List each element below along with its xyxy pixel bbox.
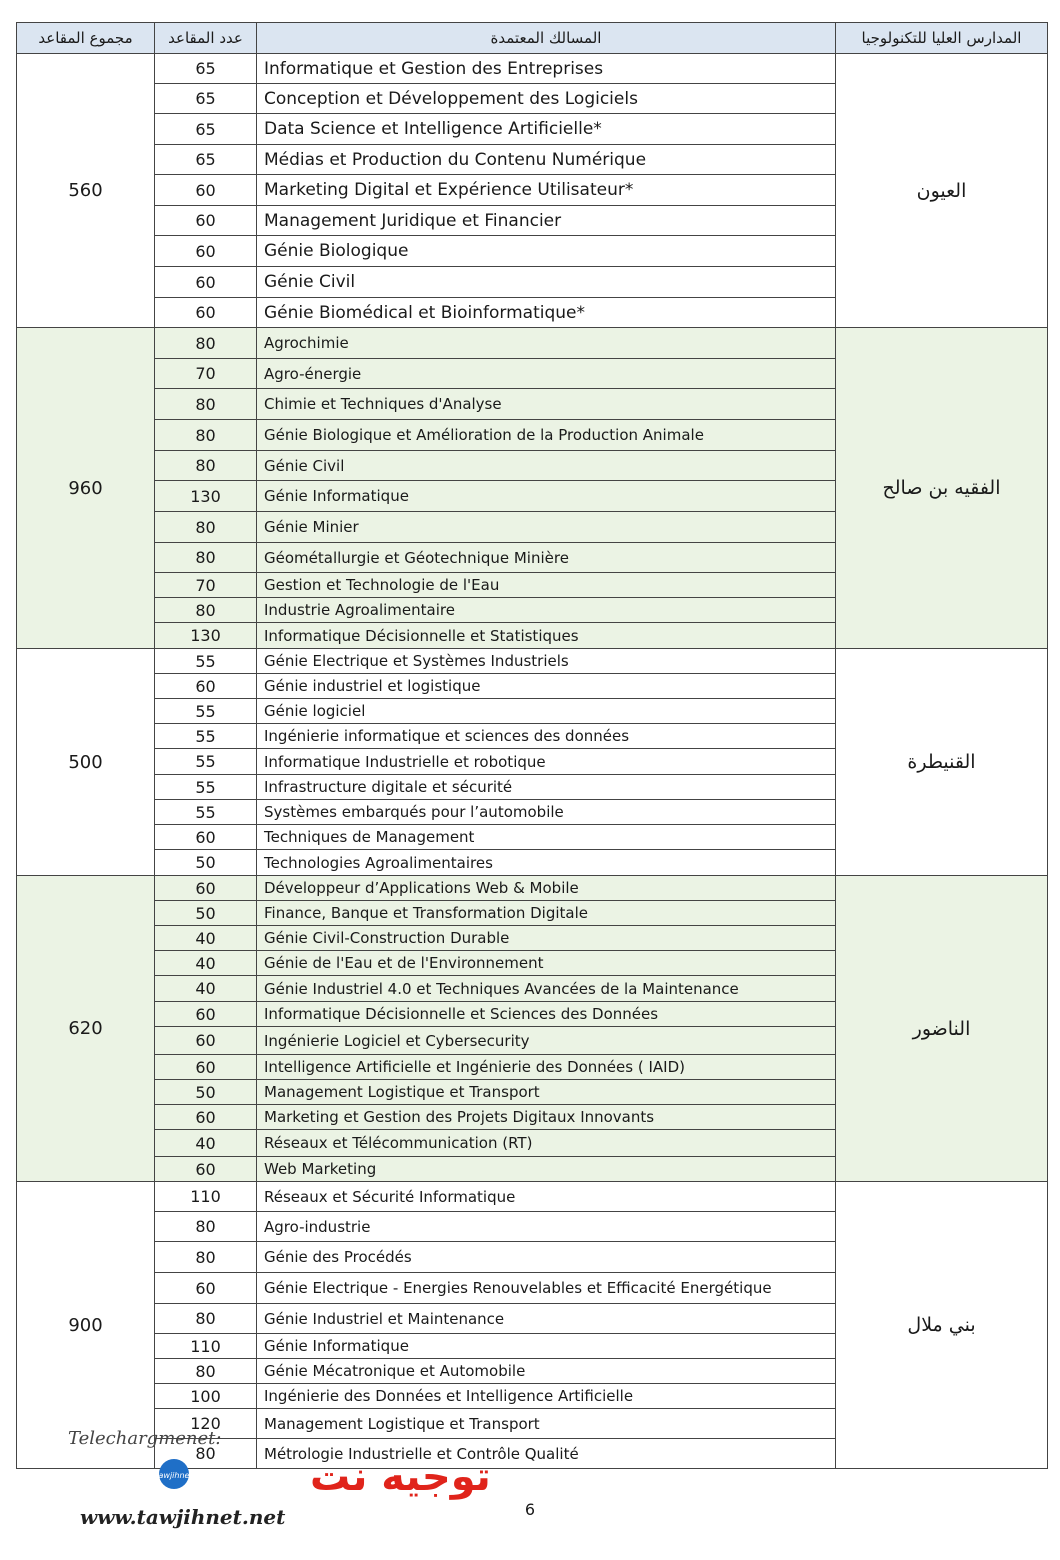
school-name-cell: القنيطرة: [836, 649, 1048, 876]
page-number: 6: [524, 1500, 536, 1519]
track-name-cell: Développeur d’Applications Web & Mobile: [257, 876, 836, 901]
school-name-cell: الناضور: [836, 876, 1048, 1182]
seats-cell: 40: [155, 926, 257, 951]
track-name-cell: Génie Civil: [257, 451, 836, 481]
seats-cell: 80: [155, 1242, 257, 1273]
seats-cell: 80: [155, 389, 257, 420]
track-name-cell: Ingénierie des Données et Intelligence Artificielle: [257, 1384, 836, 1409]
track-name-cell: Génie Minier: [257, 512, 836, 543]
seats-cell: 70: [155, 573, 257, 598]
track-name-cell: Informatique Industrielle et robotique: [257, 749, 836, 775]
track-name-cell: Génie Electrique et Systèmes Industriels: [257, 649, 836, 674]
school-name-cell: الفقيه بن صالح: [836, 328, 1048, 649]
track-name-cell: Génie Biomédical et Bioinformatique*: [257, 298, 836, 328]
seats-cell: 65: [155, 84, 257, 114]
seats-cell: 110: [155, 1334, 257, 1359]
track-name-cell: Génie Informatique: [257, 1334, 836, 1359]
track-name-cell: Gestion et Technologie de l'Eau: [257, 573, 836, 598]
track-name-cell: Management Logistique et Transport: [257, 1080, 836, 1105]
track-name-cell: Génie Mécatronique et Automobile: [257, 1359, 836, 1384]
seats-cell: 55: [155, 724, 257, 749]
seats-cell: 80: [155, 328, 257, 359]
track-name-cell: Ingénierie informatique et sciences des données: [257, 724, 836, 749]
seats-cell: 60: [155, 1157, 257, 1182]
seats-cell: 60: [155, 1002, 257, 1027]
track-name-cell: Informatique et Gestion des Entreprises: [257, 54, 836, 84]
school-name-cell: العيون: [836, 54, 1048, 328]
svg-text:توجيه نت: توجيه نت: [310, 1454, 491, 1500]
track-name-cell: Agro-industrie: [257, 1212, 836, 1242]
track-name-cell: Agro-énergie: [257, 359, 836, 389]
track-name-cell: Génie Biologique et Amélioration de la Production Animale: [257, 420, 836, 451]
seats-cell: 80: [155, 1304, 257, 1334]
table-row: [17, 649, 1048, 674]
seats-cell: 80: [155, 1439, 257, 1469]
seats-cell: 65: [155, 114, 257, 145]
track-name-cell: Réseaux et Télécommunication (RT): [257, 1130, 836, 1157]
track-name-cell: Conception et Développement des Logiciels: [257, 84, 836, 114]
seats-cell: 80: [155, 451, 257, 481]
track-name-cell: Marketing et Gestion des Projets Digitaux Innovants: [257, 1105, 836, 1130]
header-school: المدارس العليا للتكنولوجيا: [836, 23, 1048, 54]
track-name-cell: Infrastructure digitale et sécurité: [257, 775, 836, 800]
track-name-cell: Génie Industriel 4.0 et Techniques Avancées de la Maintenance: [257, 976, 836, 1002]
track-name-cell: Génie de l'Eau et de l'Environnement: [257, 951, 836, 976]
seats-table: [16, 22, 1048, 1469]
seats-cell: 60: [155, 674, 257, 699]
school-name-cell: بني ملال: [836, 1182, 1048, 1469]
watermark-url[interactable]: www.tawjihnet.net: [80, 1505, 286, 1529]
svg-text:tawjihnet: tawjihnet: [155, 1471, 193, 1480]
seats-cell: 130: [155, 623, 257, 649]
seats-cell: 55: [155, 749, 257, 775]
seats-cell: 60: [155, 876, 257, 901]
group-total-seats: 900: [17, 1182, 155, 1469]
seats-cell: 80: [155, 543, 257, 573]
group-total-seats: 620: [17, 876, 155, 1182]
seats-cell: 60: [155, 206, 257, 236]
seats-cell: 40: [155, 1130, 257, 1157]
header-seats: عدد المقاعد: [155, 23, 257, 54]
track-name-cell: Génie Biologique: [257, 236, 836, 267]
seats-cell: 60: [155, 298, 257, 328]
track-name-cell: Systèmes embarqués pour l’automobile: [257, 800, 836, 825]
seats-cell: 40: [155, 951, 257, 976]
group-total-seats: 960: [17, 328, 155, 649]
seats-cell: 60: [155, 1273, 257, 1304]
track-name-cell: Management Logistique et Transport: [257, 1409, 836, 1439]
seats-cell: 60: [155, 1027, 257, 1055]
track-name-cell: Génie Electrique - Energies Renouvelables et Efficacité Energétique: [257, 1273, 836, 1304]
header-total: مجموع المقاعد: [17, 23, 155, 54]
track-name-cell: Web Marketing: [257, 1157, 836, 1182]
track-name-cell: Génie Civil: [257, 267, 836, 298]
table-row: [17, 876, 1048, 901]
track-name-cell: Industrie Agroalimentaire: [257, 598, 836, 623]
seats-cell: 50: [155, 850, 257, 876]
track-name-cell: Réseaux et Sécurité Informatique: [257, 1182, 836, 1212]
seats-cell: 80: [155, 1359, 257, 1384]
watermark-label: Telechargmenet:: [68, 1428, 222, 1449]
seats-cell: 55: [155, 775, 257, 800]
seats-cell: 60: [155, 825, 257, 850]
seats-cell: 60: [155, 1105, 257, 1130]
track-name-cell: Génie des Procédés: [257, 1242, 836, 1273]
track-name-cell: Techniques de Management: [257, 825, 836, 850]
table-row: [17, 328, 1048, 359]
seats-cell: 65: [155, 145, 257, 175]
track-name-cell: Informatique Décisionnelle et Sciences des Données: [257, 1002, 836, 1027]
seats-cell: 80: [155, 598, 257, 623]
header-tracks: المسالك المعتمدة: [257, 23, 836, 54]
track-name-cell: Ingénierie Logiciel et Cybersecurity: [257, 1027, 836, 1055]
table-row: [17, 1182, 1048, 1212]
seats-cell: 40: [155, 976, 257, 1002]
track-name-cell: Marketing Digital et Expérience Utilisateur*: [257, 175, 836, 206]
track-name-cell: Technologies Agroalimentaires: [257, 850, 836, 876]
track-name-cell: Data Science et Intelligence Artificielle*: [257, 114, 836, 145]
track-name-cell: Métrologie Industrielle et Contrôle Qualité: [257, 1439, 836, 1469]
seats-cell: 60: [155, 1055, 257, 1080]
track-name-cell: Génie logiciel: [257, 699, 836, 724]
seats-cell: 80: [155, 1212, 257, 1242]
seats-cell: 60: [155, 175, 257, 206]
track-name-cell: Finance, Banque et Transformation Digitale: [257, 901, 836, 926]
group-total-seats: 560: [17, 54, 155, 328]
seats-cell: 80: [155, 420, 257, 451]
track-name-cell: Intelligence Artificielle et Ingénierie des Données ( IAID): [257, 1055, 836, 1080]
seats-cell: 60: [155, 267, 257, 298]
seats-cell: 50: [155, 901, 257, 926]
track-name-cell: Génie industriel et logistique: [257, 674, 836, 699]
seats-cell: 80: [155, 512, 257, 543]
seats-cell: 60: [155, 236, 257, 267]
seats-cell: 50: [155, 1080, 257, 1105]
seats-cell: 100: [155, 1384, 257, 1409]
table-header-row: [17, 23, 1048, 54]
track-name-cell: Agrochimie: [257, 328, 836, 359]
seats-cell: 70: [155, 359, 257, 389]
track-name-cell: Géométallurgie et Géotechnique Minière: [257, 543, 836, 573]
seats-cell: 55: [155, 800, 257, 825]
seats-cell: 55: [155, 649, 257, 674]
group-total-seats: 500: [17, 649, 155, 876]
seats-cell: 65: [155, 54, 257, 84]
track-name-cell: Management Juridique et Financier: [257, 206, 836, 236]
track-name-cell: Médias et Production du Contenu Numérique: [257, 145, 836, 175]
track-name-cell: Génie Industriel et Maintenance: [257, 1304, 836, 1334]
seats-cell: 110: [155, 1182, 257, 1212]
tawjihnet-logo: [62, 1452, 491, 1500]
table-row: [17, 54, 1048, 84]
track-name-cell: Génie Civil-Construction Durable: [257, 926, 836, 951]
track-name-cell: Génie Informatique: [257, 481, 836, 512]
seats-cell: 120: [155, 1409, 257, 1439]
seats-cell: 130: [155, 481, 257, 512]
seats-cell: 55: [155, 699, 257, 724]
track-name-cell: Informatique Décisionnelle et Statistiques: [257, 623, 836, 649]
track-name-cell: Chimie et Techniques d'Analyse: [257, 389, 836, 420]
